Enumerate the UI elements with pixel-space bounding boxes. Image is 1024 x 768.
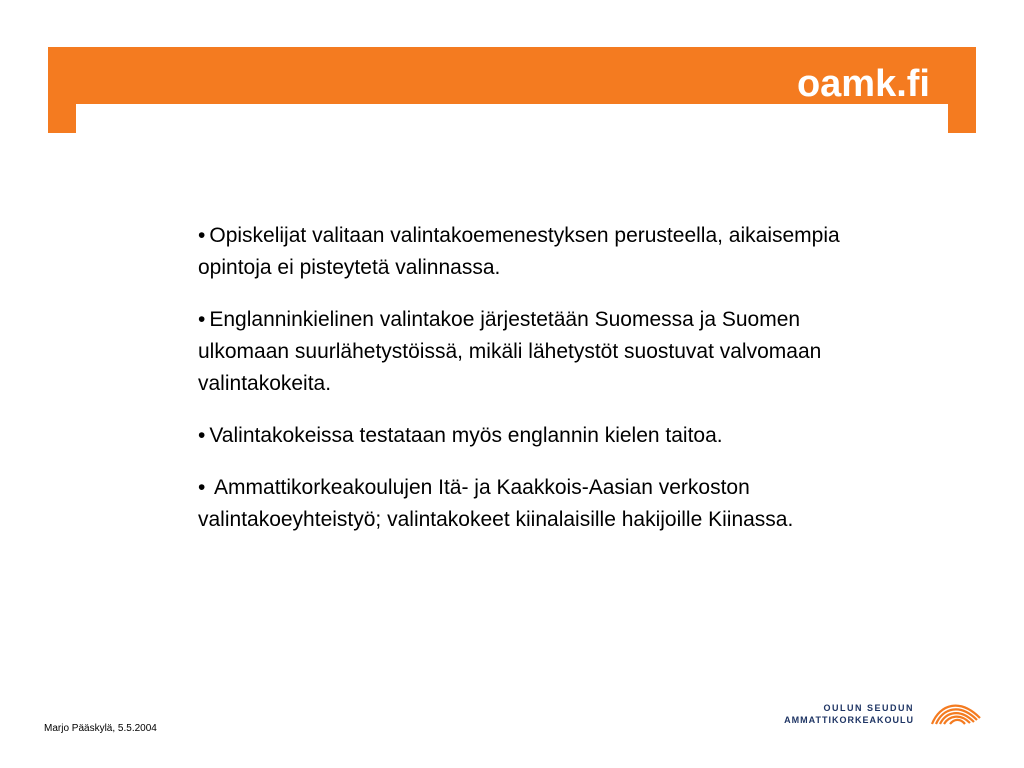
bullet-dot: •: [198, 476, 206, 499]
footer-author: Marjo Pääskylä, 5.5.2004: [44, 723, 157, 734]
bullet-item: [198, 220, 858, 284]
bullet-text: Englanninkielinen valintakoe järjestetään Suomessa ja Suomen ulkomaan suurlähetystöissä, mikäli lähetystöt suostuvat valvomaan valintakokeita.: [198, 308, 822, 395]
header-tab-left: [48, 104, 76, 133]
header-tab-right: [948, 104, 976, 133]
bullet-text: Ammattikorkeakoulujen Itä- ja Kaakkois-Aasian verkoston valintakoeyhteistyö; valintakokeet kiinalaisille hakijoille Kiinassa.: [198, 476, 794, 531]
bullet-text: Opiskelijat valitaan valintakoemenestyksen perusteella, aikaisempia opintoja ei pisteytetä valinnassa.: [198, 224, 840, 279]
bullet-dot: •: [198, 424, 206, 447]
bullet-dot: •: [198, 224, 206, 247]
header-logo-text: oamk.fi: [796, 63, 930, 105]
oamk-emblem-icon: [930, 696, 982, 726]
bullet-dot: •: [198, 308, 206, 331]
bullet-item: [198, 304, 858, 400]
footer-logo-line1: OULUN SEUDUN: [823, 703, 914, 713]
bullet-item: [198, 420, 858, 452]
bullet-text: Valintakokeissa testataan myös englannin kielen taitoa.: [209, 424, 723, 447]
footer-logo-line2: AMMATTIKORKEAKOULU: [784, 715, 914, 725]
bullet-item: [198, 472, 858, 536]
slide-content: [198, 220, 858, 556]
